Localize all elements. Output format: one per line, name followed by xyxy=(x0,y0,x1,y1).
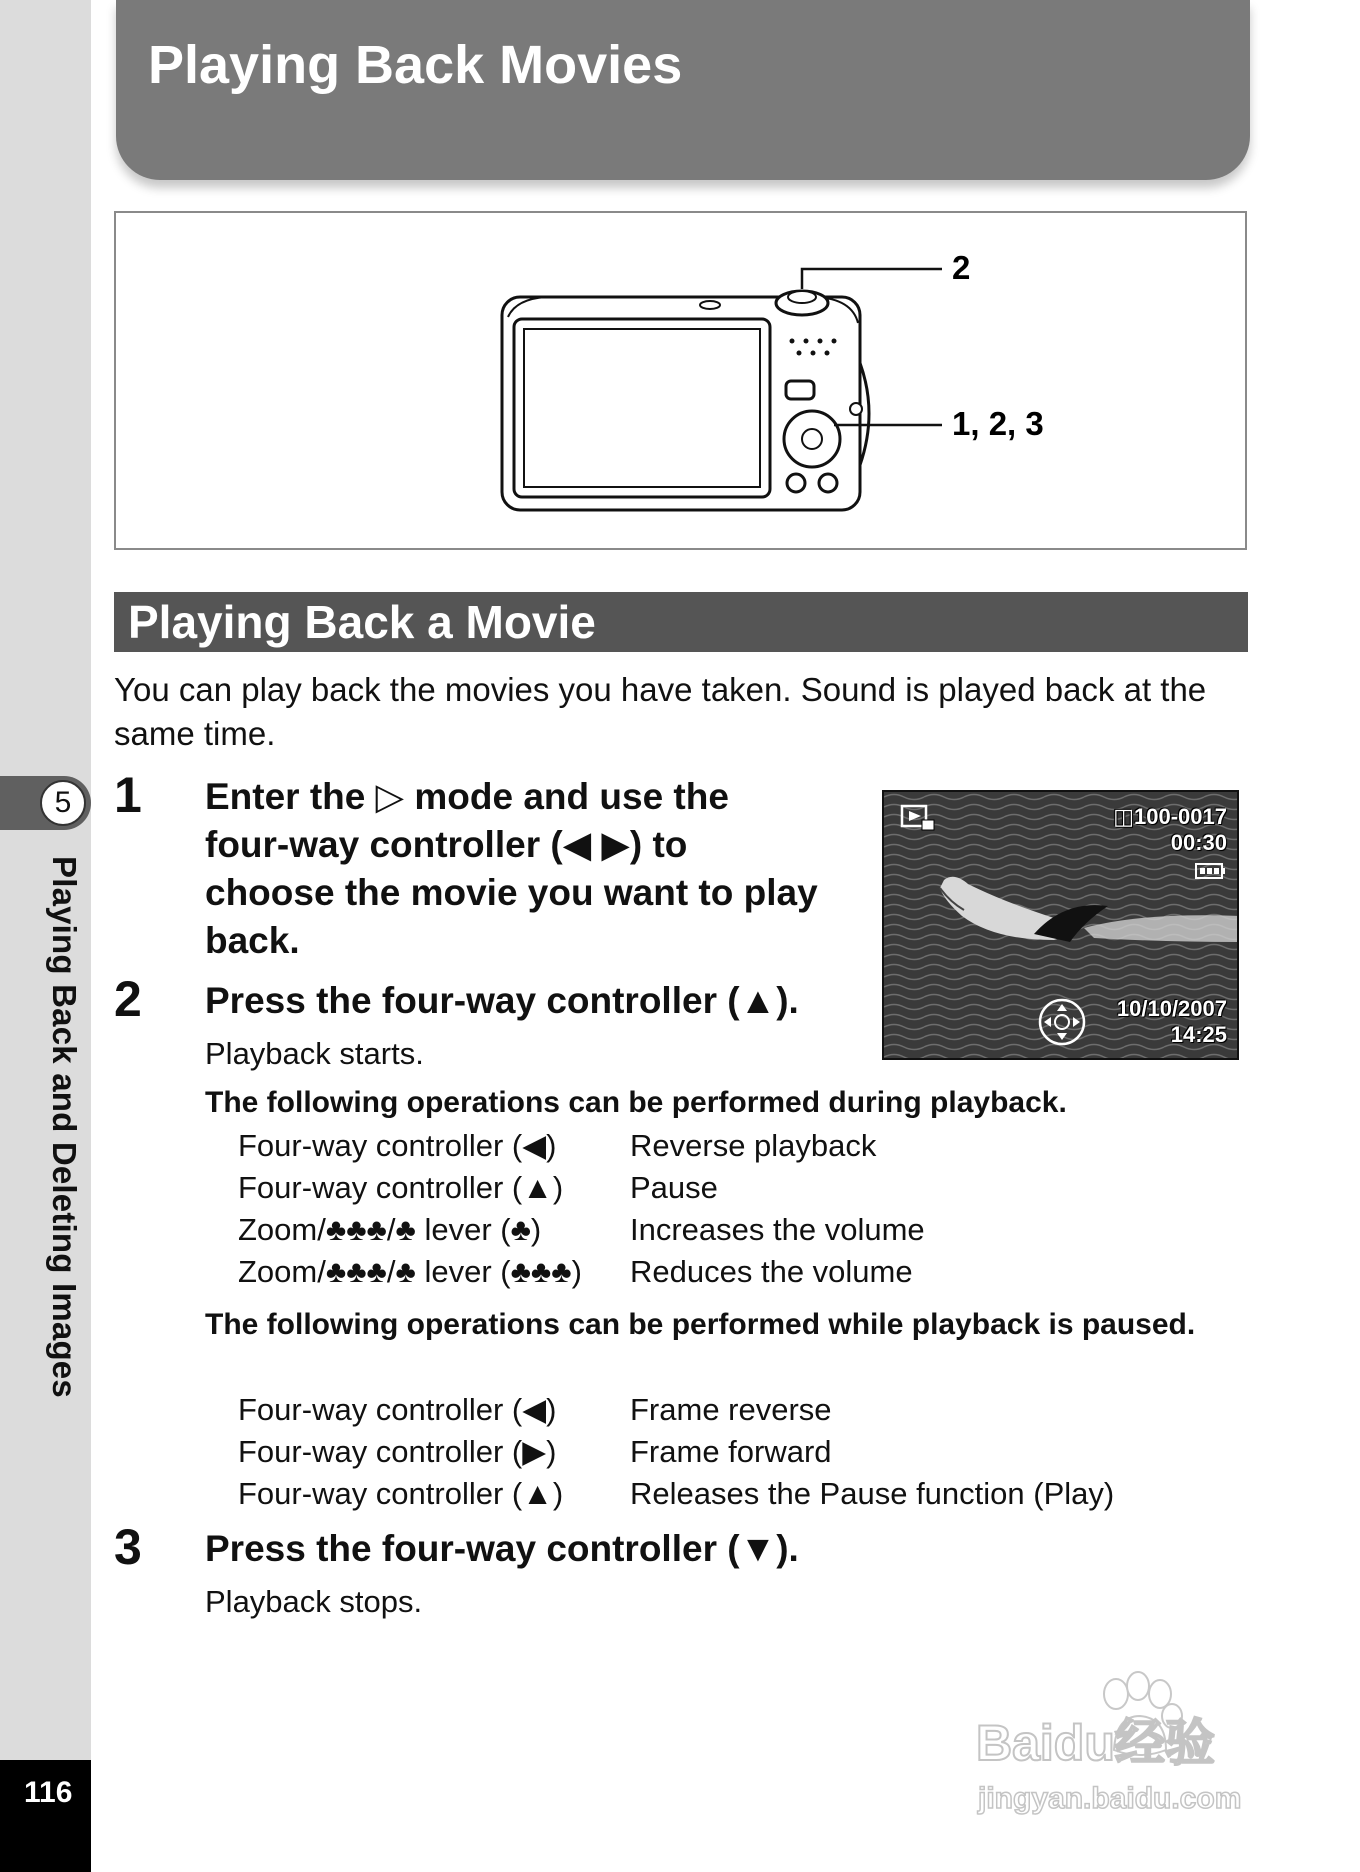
step-1-line-2: four-way controller (◀ ▶) to xyxy=(205,824,688,865)
step-3-text: Press the four-way controller (▼). xyxy=(205,1528,799,1569)
playback-op-4-control: Zoom/♣♣♣/♣ lever (♣♣♣) xyxy=(238,1254,582,1289)
playback-ops-heading: The following operations can be performed during playback. xyxy=(205,1086,1067,1119)
section-header xyxy=(114,592,1248,652)
preview-date: 10/10/2007 xyxy=(1116,996,1227,1021)
playback-op-4-action: Reduces the volume xyxy=(630,1254,913,1289)
sd-card-icon: ◫ xyxy=(1113,804,1135,829)
step-2-text: Press the four-way controller (▲). xyxy=(205,980,799,1021)
step-1-number: 1 xyxy=(114,767,142,823)
paused-ops-heading: The following operations can be performed while playback is paused. xyxy=(205,1308,1196,1341)
page-number: 116 xyxy=(24,1776,73,1809)
page-number-box xyxy=(0,1760,91,1872)
paused-op-1-action: Frame reverse xyxy=(630,1392,832,1427)
callout-top: 2 xyxy=(952,249,971,286)
preview-time: 14:25 xyxy=(1170,1022,1227,1047)
paused-op-1-control: Four-way controller (◀) xyxy=(238,1392,557,1427)
watermark-url: jingyan.baidu.com xyxy=(978,1782,1242,1815)
step-2-sub: Playback starts. xyxy=(205,1036,424,1071)
section-title: Playing Back a Movie xyxy=(128,596,596,648)
callout-side: 1, 2, 3 xyxy=(952,405,1044,442)
page-title: Playing Back Movies xyxy=(148,35,683,95)
camera-back-illustration xyxy=(116,213,1245,548)
step-1-line-3: choose the movie you want to play xyxy=(205,872,818,913)
playback-op-1-control: Four-way controller (◀) xyxy=(238,1128,557,1163)
paused-op-3-control: Four-way controller (▲) xyxy=(238,1476,564,1511)
paused-op-3-action: Releases the Pause function (Play) xyxy=(630,1476,1115,1511)
title-banner xyxy=(116,0,1250,180)
chapter-number: 5 xyxy=(40,780,86,826)
intro-text: You can play back the movies you have taken. Sound is played back at the same time. xyxy=(114,671,1207,752)
step-1-line-4: back. xyxy=(205,920,300,961)
step-3-number: 3 xyxy=(114,1519,142,1575)
paused-op-2-control: Four-way controller (▶) xyxy=(238,1434,557,1469)
preview-duration: 00:30 xyxy=(1170,830,1227,855)
preview-file-number: ◫100-0017 xyxy=(1113,804,1227,829)
baidu-watermark xyxy=(968,1660,1268,1820)
paused-op-2-action: Frame forward xyxy=(630,1434,832,1469)
playback-op-3-control: Zoom/♣♣♣/♣ lever (♣) xyxy=(238,1212,542,1247)
movie-playback-preview xyxy=(882,790,1239,1060)
playback-op-2-action: Pause xyxy=(630,1170,718,1205)
camera-figure xyxy=(114,211,1247,550)
playback-op-1-action: Reverse playback xyxy=(630,1128,877,1163)
step-2-number: 2 xyxy=(114,971,142,1027)
step-1-line-1: Enter the ▷ mode and use the xyxy=(205,776,729,817)
chapter-title: Playing Back and Deleting Images xyxy=(46,856,83,1398)
playback-op-2-control: Four-way controller (▲) xyxy=(238,1170,564,1205)
playback-op-3-action: Increases the volume xyxy=(630,1212,925,1247)
watermark-brand: Baidu经验 xyxy=(976,1715,1215,1771)
step-3-sub: Playback stops. xyxy=(205,1584,423,1619)
